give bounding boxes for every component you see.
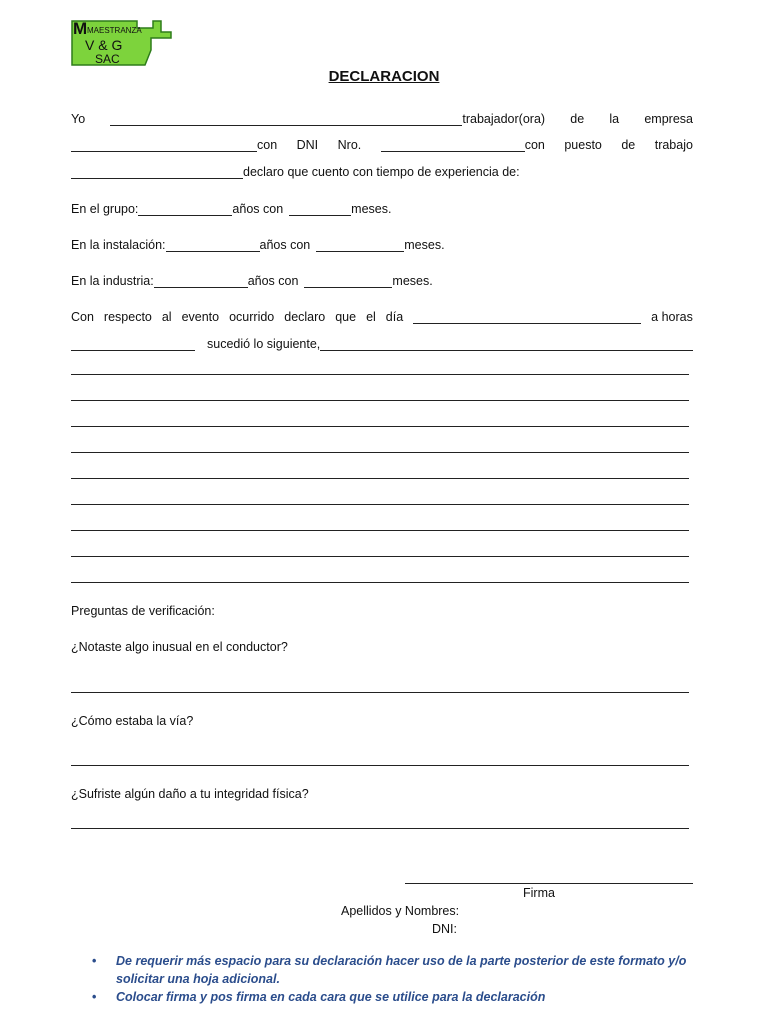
la-word: la [609,112,620,126]
event-word: evento [181,310,220,324]
trabajo-word: trabajo [654,138,693,152]
event-word: Con [71,310,94,324]
months-label: meses. [404,238,445,252]
worker-name-field[interactable] [110,112,462,126]
years-label: años con [232,202,284,216]
bullet-icon: • [92,990,97,1004]
months-label: meses. [392,274,433,288]
months-label: meses. [351,202,392,216]
years-label: años con [259,238,311,252]
intro-line-2 [71,134,693,152]
note-text: De requerir más espacio para su declaración hacer uso de la parte posterior de este formato y/o solicitar una hoja adicional. [116,954,687,986]
experience-group-label: En el grupo: [71,202,139,216]
signature-line[interactable] [405,883,693,884]
event-word: respecto [103,310,152,324]
description-line[interactable] [71,452,689,453]
industry-years-field[interactable] [154,274,248,288]
experience-installation-line [71,234,693,252]
description-line[interactable] [71,400,689,401]
event-word: al [161,310,172,324]
con-word-2: con [524,138,545,152]
dni-word: DNI [296,138,319,152]
event-word: declaro [284,310,326,324]
event-line-2 [71,333,693,351]
answer-3-line[interactable] [71,828,689,829]
event-word: el [366,310,376,324]
years-label: años con [247,274,299,288]
declaro-text: declaro que cuento con tiempo de experiencia de: [243,165,520,179]
experience-installation-label: En la instalación: [71,238,166,252]
intro-line-1 [71,108,693,126]
dni-label: DNI: [432,922,457,936]
company-logo [71,20,175,66]
event-word: que [335,310,357,324]
de-word: de [570,112,585,126]
question-2: ¿Cómo estaba la vía? [71,714,194,728]
nro-word: Nro. [337,138,362,152]
note-text: Colocar firma y pos firma en cada cara que se utilice para la declaración [116,990,546,1004]
svg-text:MAESTRANZA: MAESTRANZA [87,26,142,35]
installation-years-field[interactable] [166,238,260,252]
page-title: DECLARACION [328,68,440,85]
verification-heading: Preguntas de verificación: [71,604,215,618]
event-description-field[interactable] [320,337,693,351]
answer-1-line[interactable] [71,692,689,693]
description-line[interactable] [71,504,689,505]
question-1: ¿Notaste algo inusual en el conductor? [71,640,288,654]
empresa-word: empresa [644,112,693,126]
sucedio-label: sucedió lo siguiente, [207,337,321,351]
question-3: ¿Sufriste algún daño a tu integridad física? [71,787,309,801]
dni-field[interactable] [381,138,525,152]
puesto-word: puesto [564,138,602,152]
description-line[interactable] [71,478,689,479]
firma-label: Firma [523,886,555,900]
experience-industry-line [71,270,693,288]
svg-text:M: M [73,20,88,38]
svg-text:V & G: V & G [85,37,123,53]
trabajador-label: trabajador(ora) [462,112,546,126]
svg-text:SAC: SAC [95,52,120,66]
event-date-field[interactable] [413,310,641,324]
group-months-field[interactable] [289,202,351,216]
company-field[interactable] [71,138,257,152]
intro-line-3 [71,161,693,179]
yo-label: Yo [71,112,86,126]
job-position-field[interactable] [71,165,243,179]
con-word: con [257,138,278,152]
description-line[interactable] [71,582,689,583]
event-line-1 [71,306,693,324]
bullet-icon: • [92,954,97,968]
note-item [90,952,710,988]
description-line[interactable] [71,530,689,531]
de-word-2: de [621,138,636,152]
group-years-field[interactable] [138,202,232,216]
description-line[interactable] [71,374,689,375]
logo-graphic [71,20,175,66]
event-word: día [385,310,404,324]
note-item [90,988,710,1006]
experience-group-line [71,198,693,216]
notes-list [90,952,710,1006]
installation-months-field[interactable] [316,238,404,252]
industry-months-field[interactable] [304,274,392,288]
description-line[interactable] [71,426,689,427]
names-label: Apellidos y Nombres: [341,904,460,918]
a-horas-label: a horas [651,310,693,324]
answer-2-line[interactable] [71,765,689,766]
experience-industry-label: En la industria: [71,274,154,288]
event-time-field[interactable] [71,337,195,351]
event-word: ocurrido [229,310,275,324]
description-line[interactable] [71,556,689,557]
